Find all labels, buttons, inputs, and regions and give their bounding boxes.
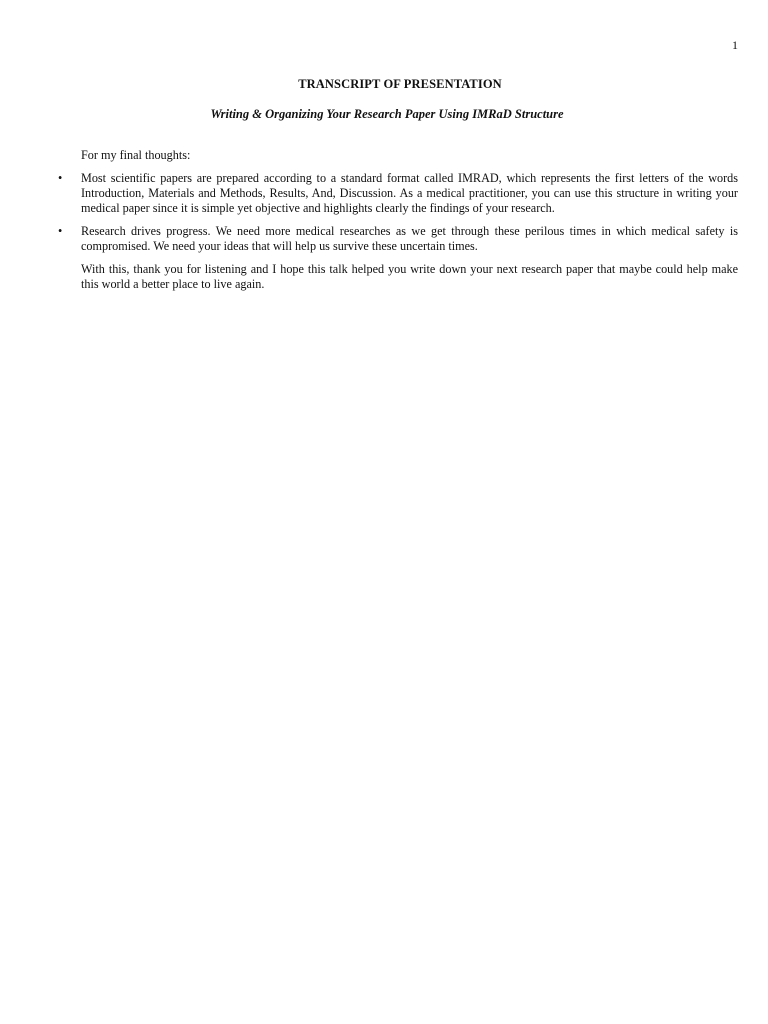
document-title: TRANSCRIPT OF PRESENTATION	[298, 77, 502, 91]
bullet-icon: •	[58, 171, 63, 185]
document-subtitle: Writing & Organizing Your Research Paper Using IMRaD Structure	[210, 107, 564, 121]
bullet-text: Research drives progress. We need more medical researches as we get through these perilous times in which medical safety is compromised. We need your ideas that will help us survive these uncertain times.	[81, 224, 738, 253]
bullet-item	[58, 224, 738, 254]
closing-paragraph: With this, thank you for listening and I hope this talk helped you write down your next research paper that maybe could help make this world a better place to live again.	[81, 262, 738, 291]
document-body	[58, 148, 738, 292]
bullet-item	[58, 171, 738, 216]
intro-paragraph: For my final thoughts:	[81, 148, 191, 162]
bullet-icon: •	[58, 224, 63, 238]
bullet-text: Most scientific papers are prepared according to a standard format called IMRAD, which represents the first letters of the words Introduction, Materials and Methods, Results, And, Discussion. As a medical practitioner, you can use this structure in writing your medical paper since it is simple yet objective and highlights clearly the findings of your research.	[81, 171, 738, 215]
page-number: 1	[732, 38, 738, 52]
